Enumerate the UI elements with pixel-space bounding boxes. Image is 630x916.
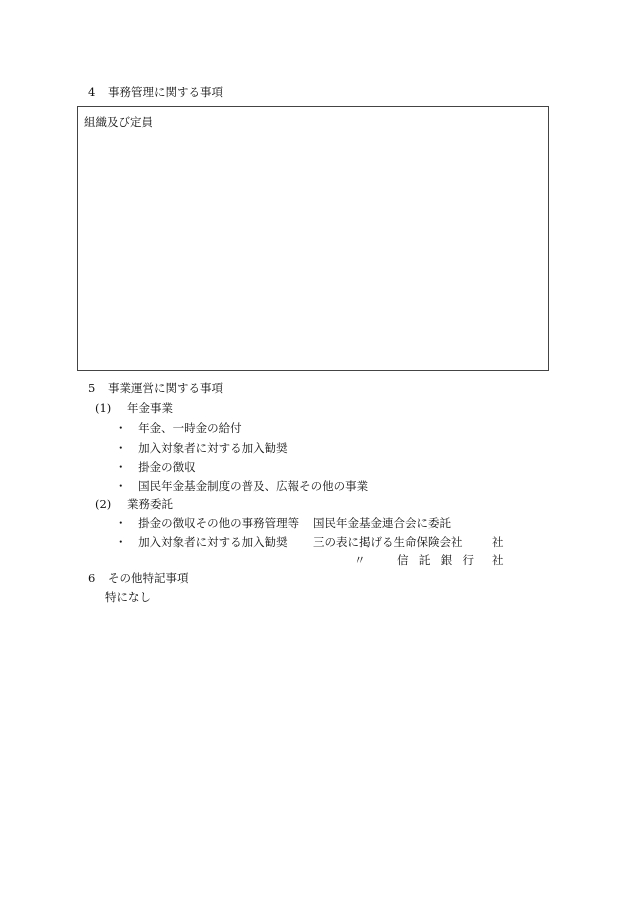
section-5-title: 事業運営に関する事項 [107,381,223,395]
list-item [115,443,288,455]
section-4-number: 4 [88,85,96,99]
outsourcing-count-unit: 社 [492,535,504,549]
bullet-icon: ・ [115,421,127,435]
ditto-mark: 〃 [354,553,366,567]
outsourcing-task: 掛金の徴収その他の事務管理等 [138,516,300,530]
subsection-1-title: 年金事業 [126,401,173,415]
list-item [115,481,368,493]
outsourcing-row [115,518,299,530]
organization-box [77,106,549,371]
section-4-heading [88,87,223,99]
organization-box-label: 組織及び定員 [84,115,153,129]
outsourcing-contractor: 三の表に掲げる生命保険会社 [313,535,463,549]
section-6-number: 6 [88,571,96,585]
list-item-text: 年金、一時金の給付 [138,421,242,435]
bullet-icon: ・ [115,479,127,493]
subsection-2-number: (2) [95,497,112,511]
list-item [115,423,242,435]
section-4-title: 事務管理に関する事項 [107,85,223,99]
section-5-number: 5 [88,381,96,395]
section-6-title: その他特記事項 [107,571,189,585]
outsourcing-row [115,537,288,549]
outsourcing-contractor: 国民年金基金連合会に委託 [313,516,451,530]
section-5-heading [88,383,223,395]
outsourcing-count-unit: 社 [492,553,504,567]
bullet-icon: ・ [115,516,127,530]
section-6-heading [88,573,188,585]
outsourcing-task: 加入対象者に対する加入勧奨 [138,535,288,549]
subsection-1-number: (1) [95,401,112,415]
subsection-2-heading [95,499,173,511]
list-item [115,462,196,474]
subsection-1-heading [95,403,173,415]
outsourcing-contractor: 信託銀行 [397,553,485,567]
section-6-body: 特になし [105,590,151,604]
subsection-2-title: 業務委託 [126,497,173,511]
bullet-icon: ・ [115,460,127,474]
list-item-text: 国民年金基金制度の普及、広報その他の事業 [138,479,369,493]
list-item-text: 掛金の徴収 [138,460,196,474]
bullet-icon: ・ [115,441,127,455]
bullet-icon: ・ [115,535,127,549]
list-item-text: 加入対象者に対する加入勧奨 [138,441,288,455]
